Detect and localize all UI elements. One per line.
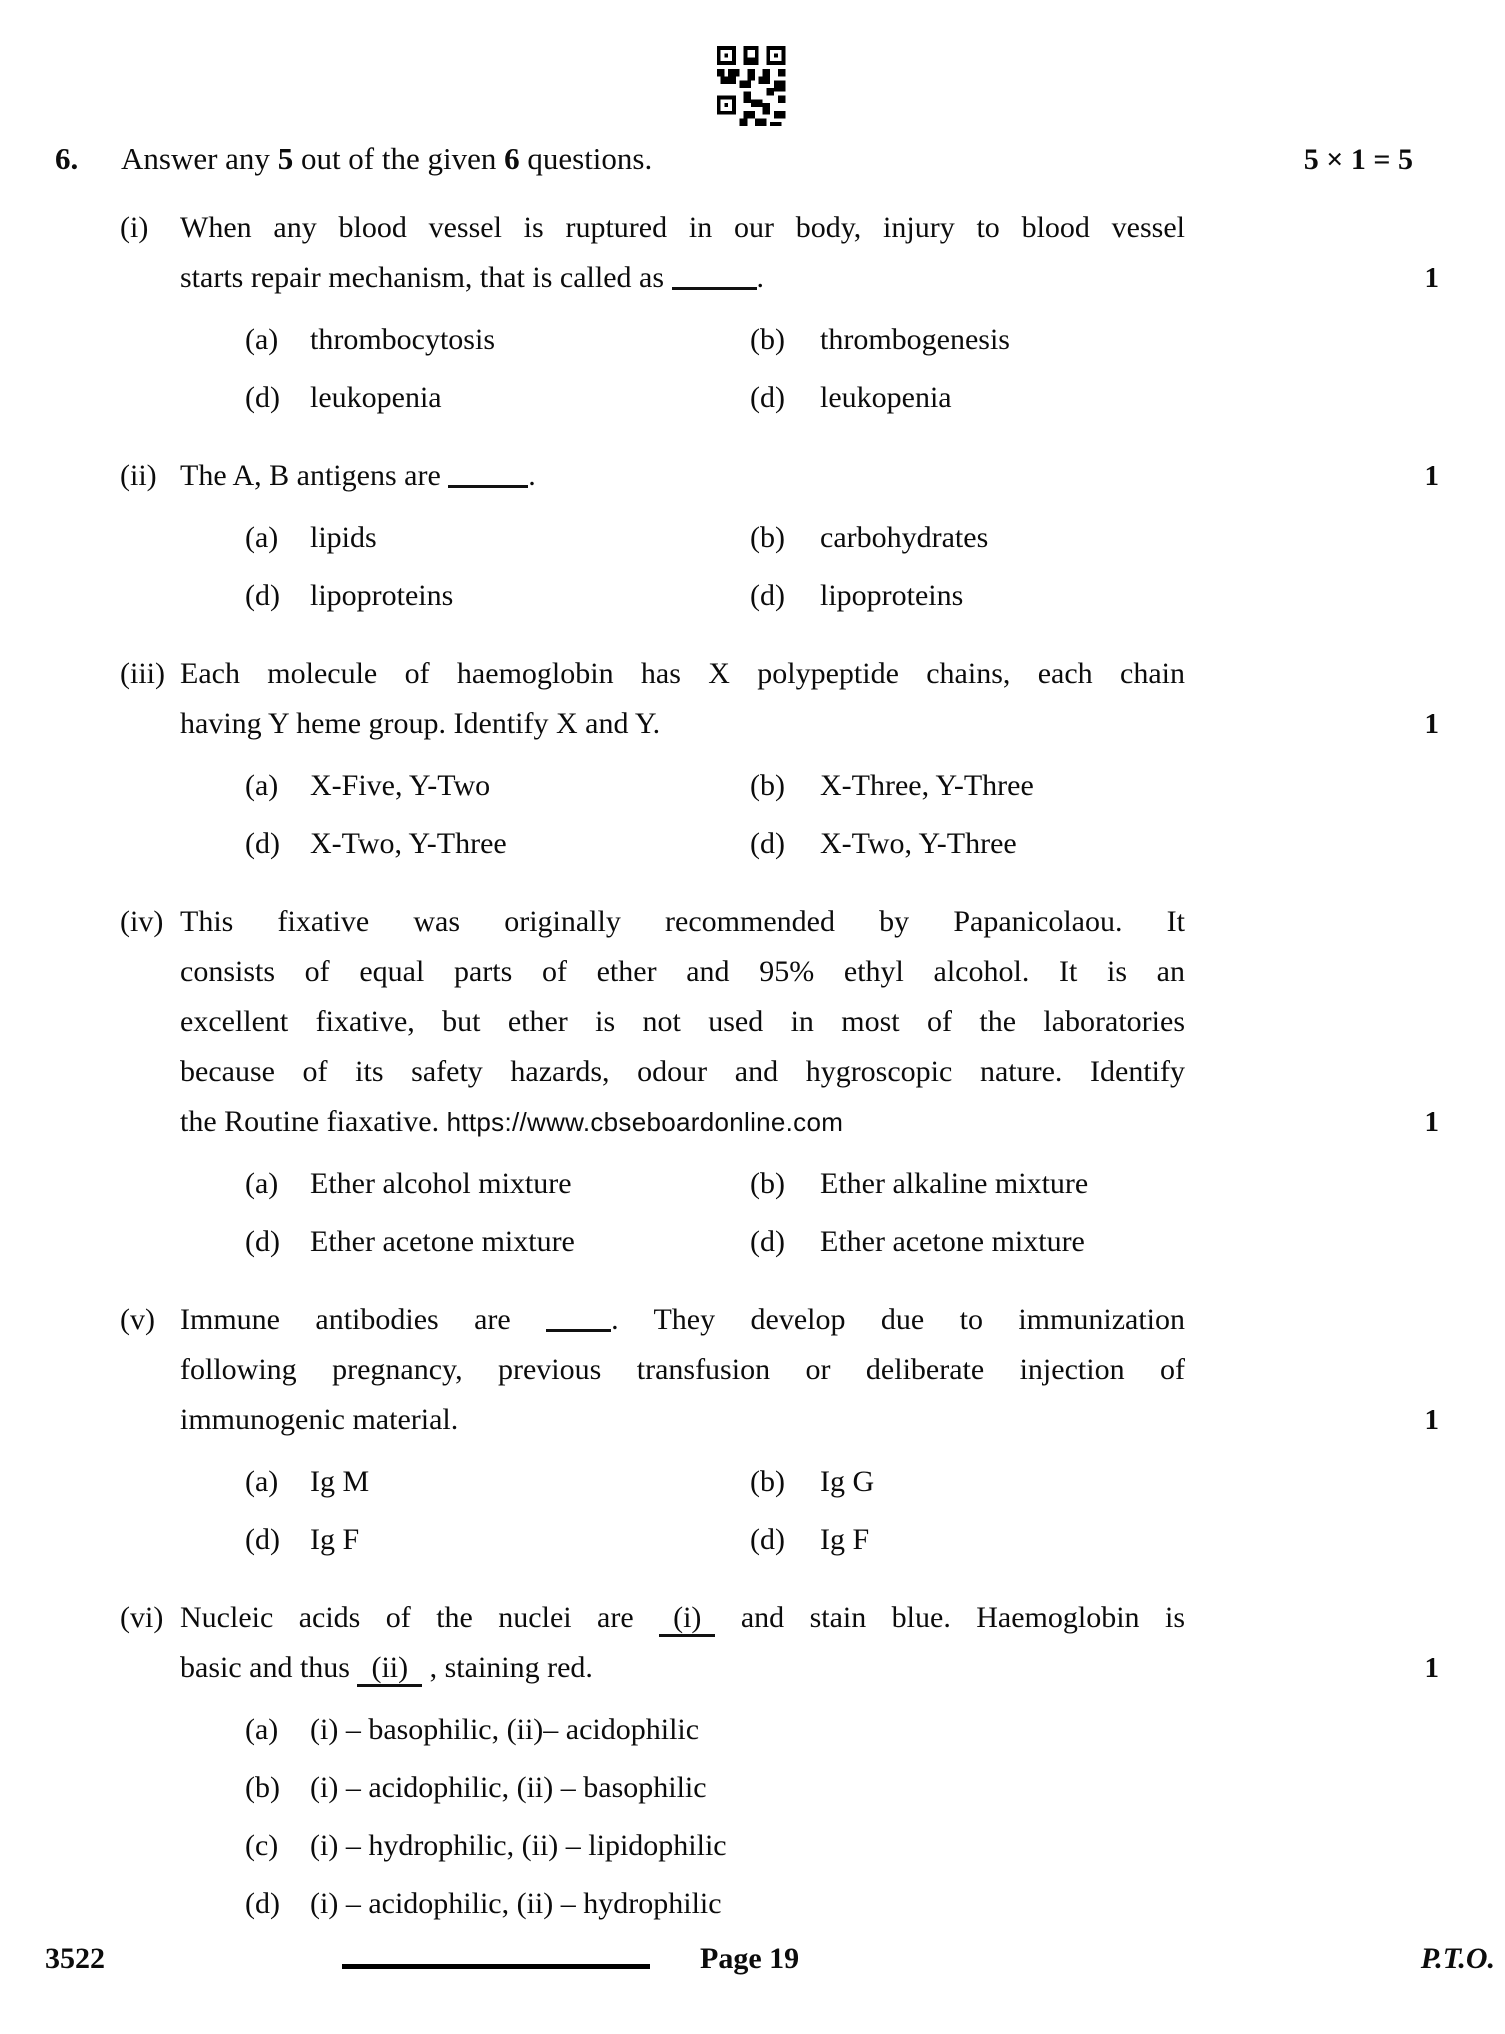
option-label: (b) xyxy=(750,521,785,554)
mark-value: 1 xyxy=(1424,1652,1439,1684)
option-row xyxy=(180,1875,1445,1933)
option-label: (b) xyxy=(750,1465,785,1498)
option-text: Ig F xyxy=(310,1523,360,1556)
option-row xyxy=(180,757,1445,815)
question-stem xyxy=(180,1593,1445,1693)
stem-line xyxy=(180,1643,1185,1693)
option-text: thrombogenesis xyxy=(820,323,1010,356)
text-segment: and stain blue. Haemoglobin is xyxy=(715,1601,1186,1634)
text-segment: . xyxy=(756,261,764,294)
question-stem xyxy=(180,1295,1445,1445)
option-text: (i) – acidophilic, (ii) – basophilic xyxy=(310,1771,707,1804)
option-row xyxy=(180,1511,1445,1569)
option-label: (b) xyxy=(245,1771,280,1804)
stem-line xyxy=(180,1593,1185,1643)
option-row xyxy=(180,311,1445,369)
footer-divider-line xyxy=(342,1964,650,1969)
mark-value: 1 xyxy=(1424,708,1439,740)
question-item-2 xyxy=(120,451,1445,625)
question-body xyxy=(180,1593,1445,1933)
stem-line xyxy=(180,997,1185,1047)
labeled-blank-underline: (i) xyxy=(659,1601,715,1637)
option-label: (a) xyxy=(245,1713,279,1746)
options-group xyxy=(180,1453,1445,1569)
option-text: (i) – acidophilic, (ii) – hydrophilic xyxy=(310,1887,722,1920)
option-row xyxy=(180,1759,1445,1817)
option-text: lipids xyxy=(310,521,377,554)
stem-line xyxy=(180,1295,1185,1345)
option-text: Ig F xyxy=(820,1523,870,1556)
mark-value: 1 xyxy=(1424,460,1439,492)
stem-line xyxy=(180,1345,1185,1395)
pto-label: P.T.O. xyxy=(1420,1942,1495,1975)
sub-questions-list xyxy=(120,203,1445,1933)
labeled-blank-underline: (ii) xyxy=(357,1651,422,1687)
blank-underline xyxy=(546,1304,611,1333)
question-item-6 xyxy=(120,1593,1445,1933)
question-roman-number: (v) xyxy=(120,1303,155,1336)
option-label: (b) xyxy=(750,769,785,802)
stem-line xyxy=(180,203,1185,253)
option-label: (d) xyxy=(750,1523,785,1556)
option-label: (d) xyxy=(750,827,785,860)
question-roman-number: (i) xyxy=(120,211,149,244)
stem-line xyxy=(180,947,1185,997)
question-item-4 xyxy=(120,897,1445,1271)
stem-line xyxy=(180,451,1185,501)
option-row xyxy=(180,1155,1445,1213)
stem-line xyxy=(180,1097,1185,1147)
option-row xyxy=(180,1213,1445,1271)
option-text: X-Two, Y-Three xyxy=(820,827,1017,860)
page-number: Page 19 xyxy=(700,1942,800,1975)
stem-line xyxy=(180,649,1185,699)
text-segment: When any blood vessel is ruptured in our body, injury to blood vessel xyxy=(180,211,1185,244)
option-label: (d) xyxy=(245,1225,280,1258)
text-segment: , staining red. xyxy=(422,1651,593,1684)
option-row xyxy=(180,1453,1445,1511)
question-roman-number: (vi) xyxy=(120,1601,164,1634)
marks-scheme: 5 × 1 = 5 xyxy=(1303,143,1413,176)
watermark-url: https://www.cbseboardonline.com xyxy=(446,1107,844,1137)
text-segment: The A, B antigens are xyxy=(180,459,449,492)
option-label: (a) xyxy=(245,323,279,356)
paper-code: 3522 xyxy=(45,1942,105,1975)
option-label: (d) xyxy=(245,1887,280,1920)
question-roman-number: (ii) xyxy=(120,459,157,492)
option-text: Ether alkaline mixture xyxy=(820,1167,1089,1200)
option-label: (c) xyxy=(245,1829,279,1862)
text-segment: . xyxy=(528,459,536,492)
stem-line xyxy=(180,699,1185,749)
option-row xyxy=(180,567,1445,625)
options-group xyxy=(180,1701,1445,1933)
question-stem xyxy=(180,649,1445,749)
option-text: (i) – hydrophilic, (ii) – lipidophilic xyxy=(310,1829,727,1862)
qr-code xyxy=(716,46,790,126)
option-text: lipoproteins xyxy=(310,579,454,612)
text-segment: immunogenic material. xyxy=(180,1403,459,1436)
options-group xyxy=(180,757,1445,873)
option-label: (a) xyxy=(245,769,279,802)
question-roman-number: (iii) xyxy=(120,657,165,690)
option-text: leukopenia xyxy=(820,381,952,414)
text-segment: Each molecule of haemoglobin has X polypeptide chains, each chain xyxy=(180,657,1185,690)
text-segment: questions. xyxy=(519,141,653,176)
option-row xyxy=(180,1701,1445,1759)
option-row xyxy=(180,369,1445,427)
option-label: (a) xyxy=(245,1465,279,1498)
question-6-prompt xyxy=(121,138,1304,180)
text-segment: following pregnancy, previous transfusion or deliberate injection of xyxy=(180,1353,1185,1386)
option-text: X-Three, Y-Three xyxy=(820,769,1034,802)
text-segment: the Routine fiaxative. xyxy=(180,1105,447,1138)
option-label: (b) xyxy=(750,323,785,356)
text-segment: starts repair mechanism, that is called as xyxy=(180,261,672,294)
text-segment: Immune antibodies are xyxy=(180,1303,547,1336)
option-text: carbohydrates xyxy=(820,521,989,554)
option-text: lipoproteins xyxy=(820,579,964,612)
stem-line xyxy=(180,253,1185,303)
text-segment: because of its safety hazards, odour and hygroscopic nature. Identify xyxy=(180,1055,1185,1088)
option-label: (d) xyxy=(245,381,280,414)
page-footer xyxy=(0,1942,1505,2002)
option-row xyxy=(180,1817,1445,1875)
question-item-5 xyxy=(120,1295,1445,1569)
blank-underline xyxy=(448,460,528,489)
question-body xyxy=(180,451,1445,625)
text-segment: consists of equal parts of ether and 95% ethyl alcohol. It is an xyxy=(180,955,1185,988)
question-body xyxy=(180,897,1445,1271)
option-text: Ether acetone mixture xyxy=(820,1225,1085,1258)
question-6-number: 6. xyxy=(55,141,79,176)
question-6-header xyxy=(55,138,1505,181)
question-item-1 xyxy=(120,203,1445,427)
option-label: (d) xyxy=(245,827,280,860)
option-text: leukopenia xyxy=(310,381,442,414)
text-segment: having Y heme group. Identify X and Y. xyxy=(180,707,661,740)
text-segment: excellent fixative, but ether is not used in most of the laboratories xyxy=(180,1005,1185,1038)
stem-line xyxy=(180,897,1185,947)
text-segment: Answer any xyxy=(121,141,278,176)
mark-value: 1 xyxy=(1424,262,1439,294)
text-segment: . They develop due to immunization xyxy=(611,1303,1185,1336)
option-text: Ig G xyxy=(820,1465,875,1498)
option-label: (d) xyxy=(750,1225,785,1258)
question-body xyxy=(180,1295,1445,1569)
options-group xyxy=(180,509,1445,625)
option-text: X-Five, Y-Two xyxy=(310,769,491,802)
bold-text-segment: 5 xyxy=(277,141,294,176)
text-segment: This fixative was originally recommended by Papanicolaou. It xyxy=(180,905,1185,938)
question-body xyxy=(180,649,1445,873)
text-segment: out of the given xyxy=(293,141,505,176)
option-label: (a) xyxy=(245,1167,279,1200)
option-text: X-Two, Y-Three xyxy=(310,827,507,860)
option-row xyxy=(180,815,1445,873)
option-text: thrombocytosis xyxy=(310,323,495,356)
option-label: (a) xyxy=(245,521,279,554)
option-text: (i) – basophilic, (ii)– acidophilic xyxy=(310,1713,700,1746)
option-label: (d) xyxy=(750,579,785,612)
option-row xyxy=(180,509,1445,567)
question-item-3 xyxy=(120,649,1445,873)
question-roman-number: (iv) xyxy=(120,905,164,938)
text-segment: Nucleic acids of the nuclei are xyxy=(180,1601,660,1634)
stem-line xyxy=(180,1047,1185,1097)
options-group xyxy=(180,1155,1445,1271)
option-label: (d) xyxy=(245,579,280,612)
mark-value: 1 xyxy=(1424,1404,1439,1436)
option-text: Ether acetone mixture xyxy=(310,1225,575,1258)
option-label: (d) xyxy=(750,381,785,414)
option-label: (d) xyxy=(245,1523,280,1556)
mark-value: 1 xyxy=(1424,1106,1439,1138)
question-stem xyxy=(180,451,1445,501)
question-stem xyxy=(180,203,1445,303)
text-segment: basic and thus xyxy=(180,1651,358,1684)
options-group xyxy=(180,311,1445,427)
blank-underline xyxy=(672,262,757,291)
bold-text-segment: 6 xyxy=(504,141,520,176)
option-label: (b) xyxy=(750,1167,785,1200)
question-body xyxy=(180,203,1445,427)
option-text: Ig M xyxy=(310,1465,370,1498)
option-text: Ether alcohol mixture xyxy=(310,1167,572,1200)
question-stem xyxy=(180,897,1445,1147)
stem-line xyxy=(180,1395,1185,1445)
